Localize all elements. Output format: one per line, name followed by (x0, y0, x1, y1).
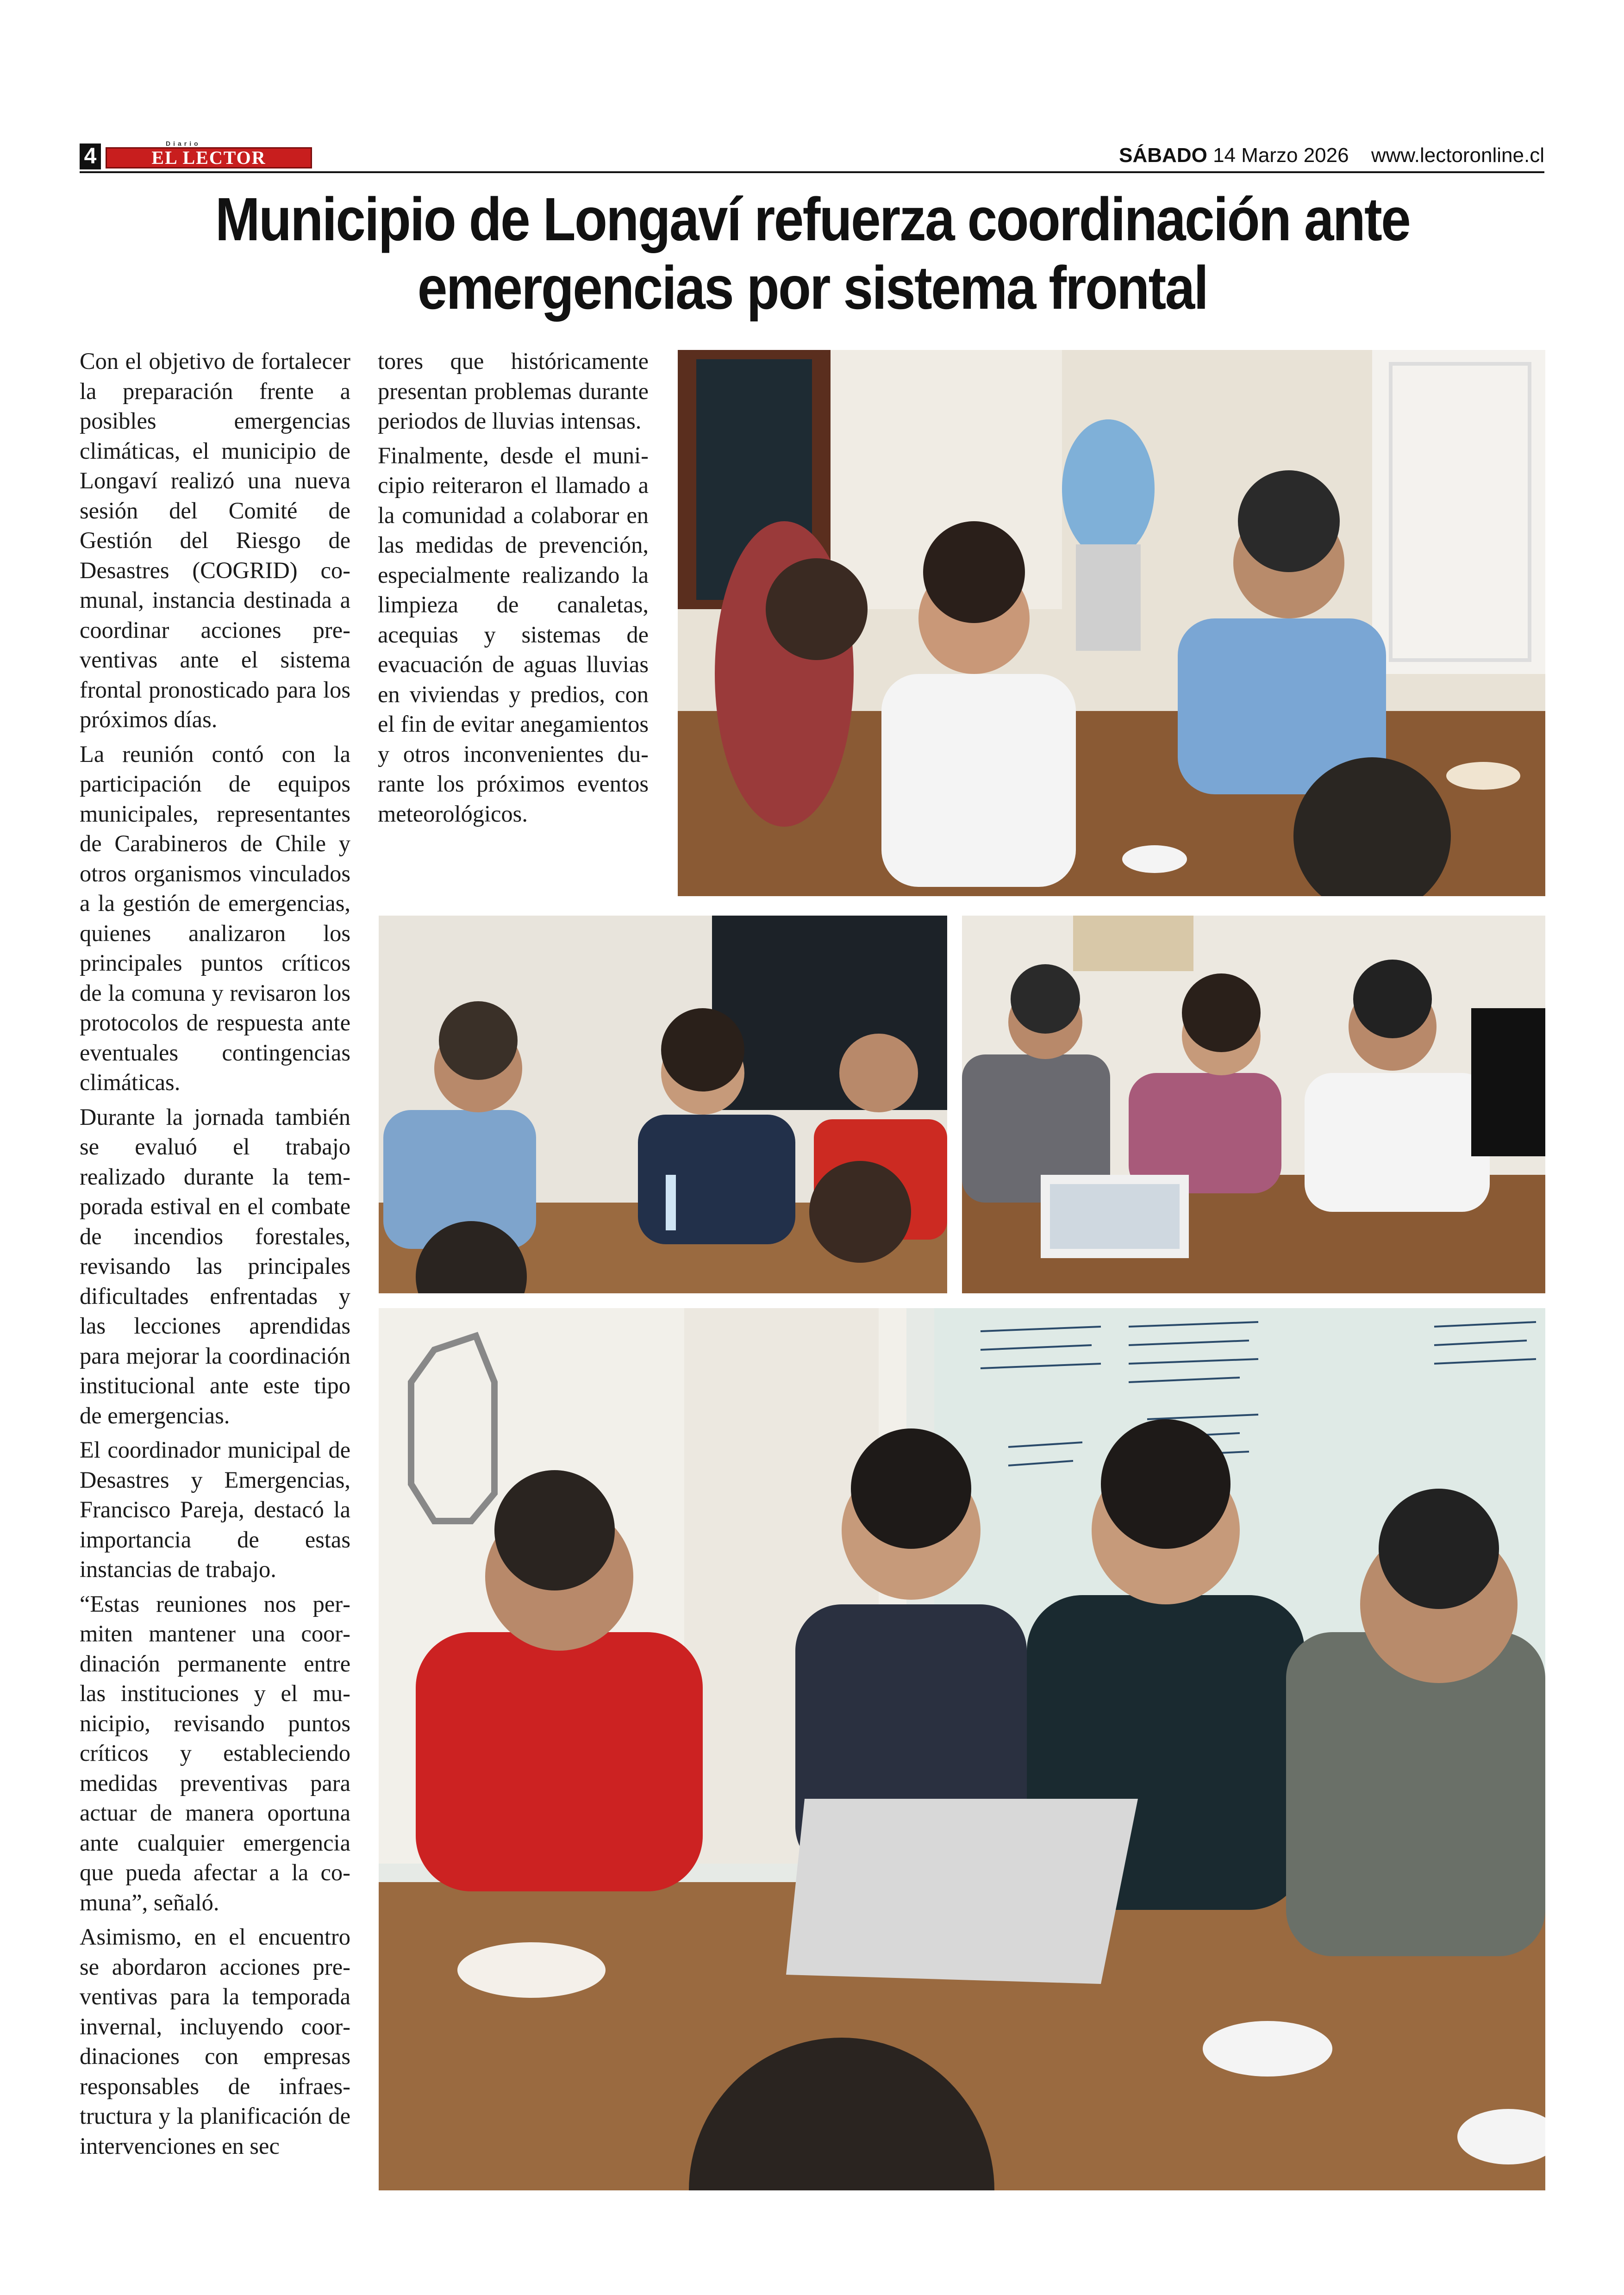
newspaper-logo (106, 142, 314, 169)
logo-wordmark: EL LECTOR (106, 147, 312, 168)
page-number: 4 (80, 143, 101, 169)
page-header (80, 142, 1544, 169)
article-column-1 (80, 346, 350, 2165)
article-column-2 (378, 346, 649, 833)
meeting-photo-2 (379, 916, 947, 1293)
issue-date: 14 Marzo 2026 (1213, 144, 1349, 167)
headline-line-1: Municipio de Longaví refuerza coordinación ante (215, 185, 1410, 253)
meeting-photo-1 (678, 350, 1545, 896)
article-headline (179, 185, 1446, 322)
paragraph: tores que históricamente presentan problemas durante periodos de lluvias intensas. (378, 348, 649, 434)
paragraph: Finalmente, desde el municipio reiteraron el llamado a la comunidad a colaborar en las medidas de prevención, especialmente realizando la limpieza de canaletas, acequias y sistemas de evacuación de aguas lluvias en viviendas y predios, con el fin de evitar anegamientos y otros inconvenientes durante los próximos eventos meteorológicos. (378, 442, 649, 827)
meeting-photo-4 (379, 1308, 1545, 2190)
header-rule (80, 171, 1544, 173)
paragraph: Asimismo, en el encuentro se abordaron acciones preventivas para la temporada invernal, incluyendo coordinaciones con empresas responsables de infraestructura y la planificación de intervenciones en sec (80, 1924, 350, 2159)
logo-small-text: Diario (166, 140, 201, 147)
paragraph: Durante la jornada también se evaluó el trabajo realizado durante la temporada estival en el combate de incendios forestales, revisando las principales dificultades enfrentadas y las lecciones aprendidas para mejorar la coordinación institucional ante este tipo de emergencias. (80, 1104, 350, 1428)
website-link[interactable]: www.lectoronline.cl (1371, 144, 1544, 167)
paragraph: La reunión contó con la participación de equipos municipales, representantes de Carabineros de Chile y otros organismos vinculados a la gestión de emergencias, quienes analizaron los principales puntos críticos de la comuna y revisaron los protocolos de respuesta ante eventuales contingencias climáticas. (80, 741, 350, 1095)
paragraph: Con el objetivo de fortalecer la preparación frente a posibles emergencias climáticas, el municipio de Longaví realizó una nueva sesión del Comité de Gestión del Riesgo de Desastres (COGRID) comunal, instancia destinada a coordinar acciones preventivas ante el sistema frontal pronosticado para los próximos días. (80, 348, 350, 732)
issue-day: SÁBADO (1119, 144, 1207, 167)
issue-info (1119, 142, 1544, 169)
headline-line-2: emergencias por sistema frontal (417, 254, 1208, 322)
meeting-photo-3 (962, 916, 1545, 1293)
paragraph: El coordinador municipal de Desastres y Emergencias, Francisco Pareja, destacó la importancia de estas instancias de trabajo. (80, 1437, 350, 1582)
paragraph: “Estas reuniones nos permiten mantener una coordinación permanente entre las instituciones y el municipio, revisando puntos críticos y estableciendo medidas preventivas para actuar de manera oportuna ante cualquier emergencia que pueda afectar a la comuna”, señaló. (80, 1590, 350, 1915)
